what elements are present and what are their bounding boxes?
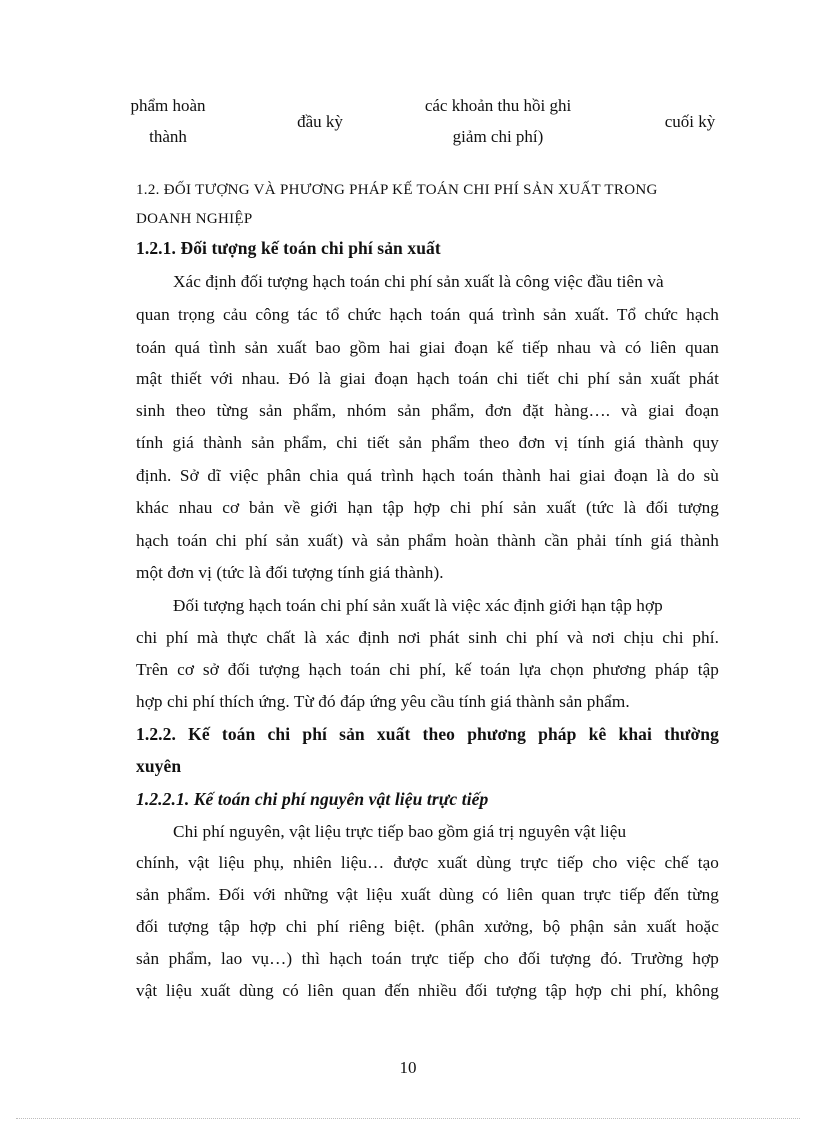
table-header-col-opening: đầu kỳ [297, 112, 343, 131]
table-header-col-closing: cuối kỳ [664, 112, 716, 131]
paragraph-1-line: hạch toán chi phí sản xuất) và sản phẩm hoàn thành cần phải tính giá thành [136, 531, 719, 550]
paragraph-3-line: sản phẩm, lao vụ…) thì hạch toán trực tiếp cho đối tượng đó. Trường hợp [136, 949, 719, 968]
subsection-heading-1-2-2-line1: 1.2.2. Kế toán chi phí sản xuất theo phương pháp kê khai thường [136, 724, 719, 744]
paragraph-3-line: chính, vật liệu phụ, nhiên liệu… được xuất dùng trực tiếp cho việc chế tạo [136, 853, 719, 872]
paragraph-1-line: Xác định đối tượng hạch toán chi phí sản xuất là công việc đầu tiên và [173, 272, 664, 291]
section-heading-line2: DOANH NGHIỆP [136, 211, 253, 227]
table-header-col-recoveries-line2: giảm chi phí) [452, 127, 544, 146]
paragraph-2-line: hợp chi phí thích ứng. Từ đó đáp ứng yêu cầu tính giá thành sản phẩm. [136, 692, 630, 711]
table-header-col-product-line1: phẩm hoàn [130, 96, 206, 115]
paragraph-1-line: toán quá tình sản xuất bao gồm hai giai đoạn kế tiếp nhau và có liên quan [136, 338, 719, 357]
paragraph-1-line: sinh theo từng sản phẩm, nhóm sản phẩm, đơn đặt hàng…. và giai đoạn [136, 401, 719, 420]
paragraph-1-line: tính giá thành sản phẩm, chi tiết sản phẩm theo đơn vị tính giá thành quy [136, 433, 719, 452]
page-number: 10 [399, 1058, 417, 1077]
paragraph-2-line: Đối tượng hạch toán chi phí sản xuất là việc xác định giới hạn tập hợp [173, 596, 663, 615]
subsection-heading-1-2-2-1: 1.2.2.1. Kế toán chi phí nguyên vật liệu trực tiếp [136, 789, 489, 809]
table-header-col-product-line2: thành [149, 127, 187, 146]
paragraph-3-line: sản phẩm. Đối với những vật liệu xuất dùng có liên quan trực tiếp đến từng [136, 885, 719, 904]
paragraph-3-line: vật liệu xuất dùng có liên quan đến nhiều đối tượng tập hợp chi phí, không [136, 981, 719, 1000]
paragraph-1-line: mật thiết với nhau. Đó là giai đoạn hạch toán chi tiết chi phí sản xuất phát [136, 369, 719, 388]
paragraph-1-line: định. Sở dĩ việc phân chia quá trình hạch toán thành hai giai đoạn là do sù [136, 466, 719, 485]
paragraph-3-line: Chi phí nguyên, vật liệu trực tiếp bao gồm giá trị nguyên vật liệu [173, 822, 627, 841]
page-bottom-divider [16, 1118, 800, 1119]
paragraph-1-line: khác nhau cơ bản về giới hạn tập hợp chi phí sản xuất (tức là đối tượng [136, 498, 719, 517]
subsection-heading-1-2-2-line2: xuyên [136, 756, 182, 776]
paragraph-1-line: một đơn vị (tức là đối tượng tính giá thành). [136, 563, 444, 582]
table-header-col-recoveries-line1: các khoản thu hồi ghi [424, 96, 572, 115]
paragraph-3-line: đối tượng tập hợp chi phí riêng biệt. (phân xưởng, bộ phận sản xuất hoặc [136, 917, 719, 936]
table-header-col-product [120, 90, 216, 152]
paragraph-2-line: chi phí mà thực chất là xác định nơi phát sinh chi phí và nơi chịu chi phí. [136, 628, 719, 647]
paragraph-1-line: quan trọng cảu công tác tổ chức hạch toán quá trình sản xuất. Tổ chức hạch [136, 305, 719, 324]
section-heading-line1: 1.2. ĐỐI TƯỢNG VÀ PHƯƠNG PHÁP KẾ TOÁN CHI PHÍ SẢN XUẤT TRONG [136, 182, 658, 198]
subsection-heading-1-2-1: 1.2.1. Đối tượng kế toán chi phí sản xuất [136, 238, 441, 258]
paragraph-2-line: Trên cơ sở đối tượng hạch toán chi phí, kế toán lựa chọn phương pháp tập [136, 660, 719, 679]
table-header-col-recoveries [408, 90, 588, 152]
